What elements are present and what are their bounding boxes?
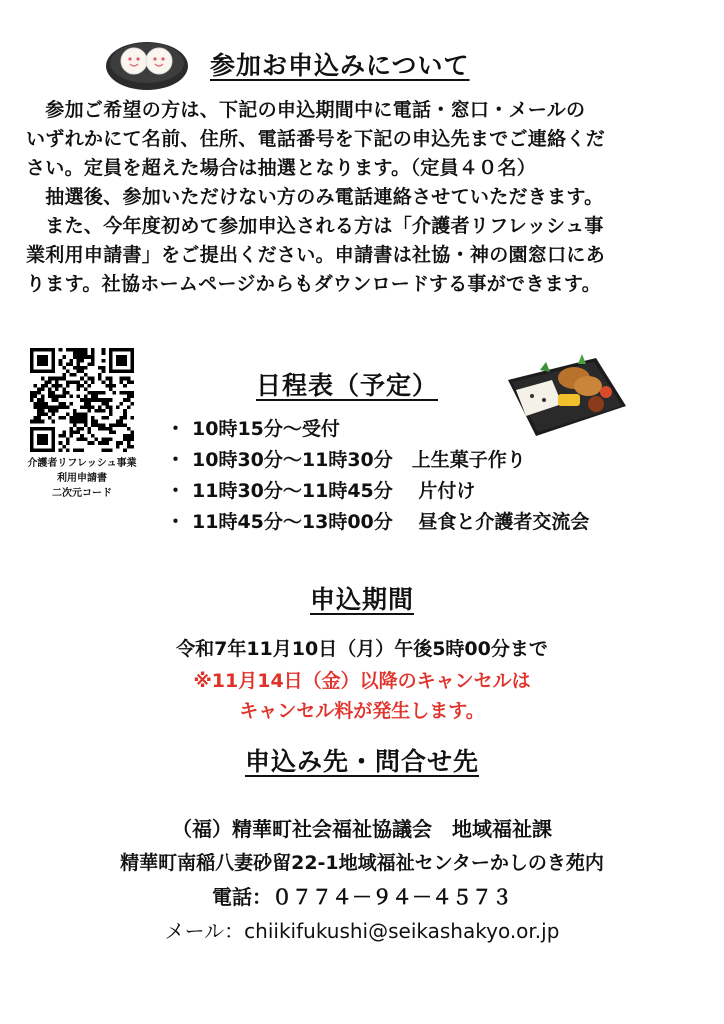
wagashi-illustration bbox=[104, 34, 190, 92]
qr-code[interactable] bbox=[30, 348, 134, 452]
instruction-line: さい。定員を超えた場合は抽選となります。（定員４０名） bbox=[26, 157, 537, 179]
application-deadline: 令和7年11月10日（月）午後5時00分まで bbox=[176, 638, 548, 660]
schedule-item: ・ 10時15分～受付 bbox=[166, 414, 589, 445]
bullet-icon: ・ bbox=[166, 449, 186, 471]
section-title-contact: 申込み先・問合せ先 bbox=[244, 747, 479, 776]
qr-caption-line: 二次元コード bbox=[52, 488, 112, 499]
schedule-item: ・ 10時30分～11時30分 上生菓子作り bbox=[166, 445, 589, 476]
schedule-list bbox=[166, 414, 589, 538]
instruction-line: ります。社協ホームページからもダウンロードする事ができます。 bbox=[26, 273, 602, 295]
instruction-line: 参加ご希望の方は、下記の申込期間中に電話・窓口・メールの bbox=[26, 99, 586, 121]
instruction-line: いずれかにて名前、住所、電話番号を下記の申込先までご連絡くだ bbox=[26, 128, 606, 150]
bullet-icon: ・ bbox=[166, 418, 186, 440]
schedule-item: ・ 11時30分～11時45分 片付け bbox=[166, 476, 589, 507]
schedule-item: ・ 11時45分～13時00分 昼食と介護者交流会 bbox=[166, 507, 589, 538]
qr-caption bbox=[10, 456, 154, 501]
contact-org: （福）精華町社会福祉協議会 地域福祉課 bbox=[172, 817, 552, 841]
application-instructions bbox=[26, 96, 605, 299]
section-title-application: 参加お申込みについて bbox=[210, 51, 470, 80]
contact-address: 精華町南稲八妻砂留22-1地域福祉センターかしのき苑内 bbox=[120, 852, 604, 874]
contact-phone[interactable]: 電話：０７７４－９４－４５７３ bbox=[212, 885, 512, 909]
cancellation-notice-line2: キャンセル料が発生します。 bbox=[239, 700, 485, 722]
qr-caption-line: 利用申請書 bbox=[57, 473, 107, 484]
instruction-line: 抽選後、参加いただけない方のみ電話連絡させていただきます。 bbox=[26, 186, 604, 208]
bullet-icon: ・ bbox=[166, 480, 186, 502]
section-title-period: 申込期間 bbox=[309, 585, 414, 614]
contact-email[interactable]: メール：chiikifukushi@seikashakyo.or.jp bbox=[164, 919, 560, 943]
bullet-icon: ・ bbox=[166, 511, 186, 533]
instruction-line: また、今年度初めて参加申込される方は「介護者リフレッシュ事 bbox=[26, 215, 604, 237]
instruction-line: 業利用申請書」をご提出ください。申請書は社協・神の園窓口にあ bbox=[26, 244, 606, 266]
qr-caption-line: 介護者リフレッシュ事業 bbox=[27, 458, 137, 469]
section-title-schedule: 日程表（予定） bbox=[256, 371, 439, 400]
cancellation-notice-line1: ※11月14日（金）以降のキャンセルは bbox=[193, 670, 531, 692]
